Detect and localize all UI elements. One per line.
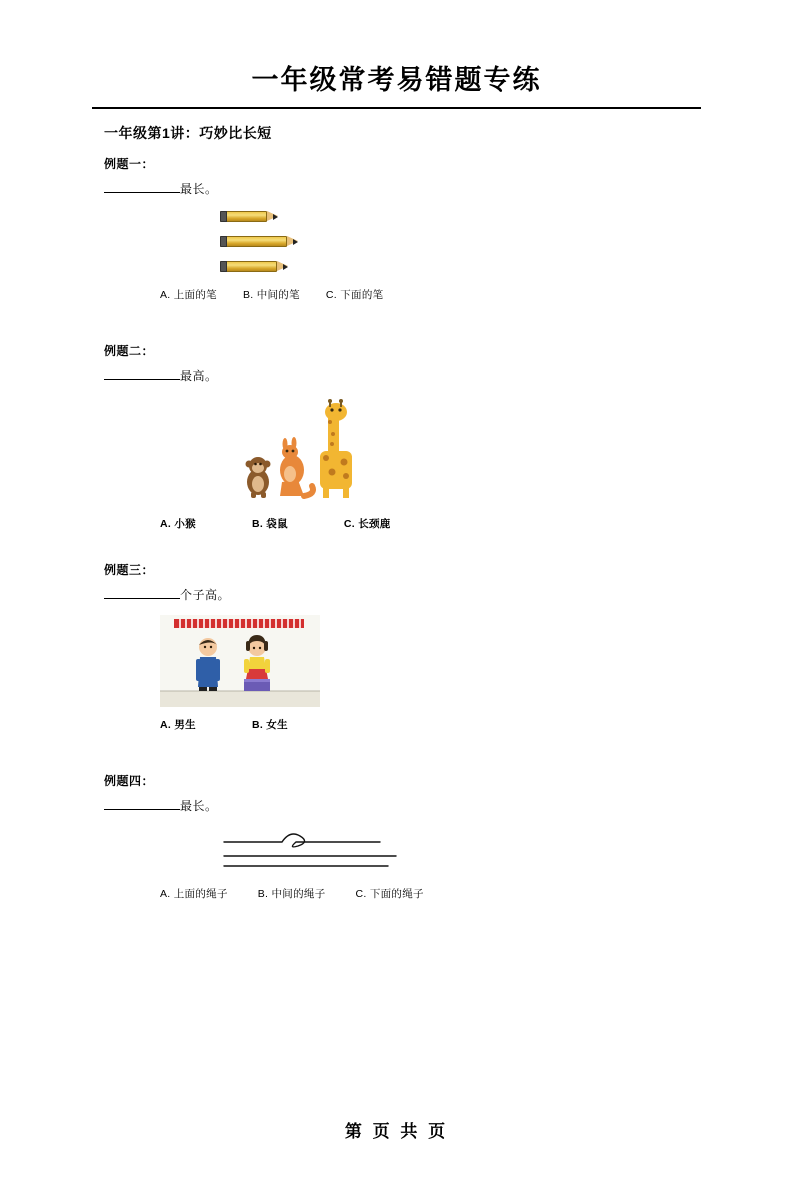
spacer-3 (100, 738, 693, 772)
option-3-a[interactable]: A. 男生 (160, 719, 196, 731)
option-2-b[interactable]: B. 袋鼠 (251, 518, 288, 530)
page-footer: 第 页 共 页 (344, 1122, 449, 1141)
example-label-2: 例题二： (104, 344, 155, 358)
option-1-b[interactable]: B. 中间的笔 (242, 289, 300, 301)
ropes-illustration (220, 826, 400, 876)
kangaroo-icon (280, 437, 313, 496)
title-divider (92, 107, 701, 109)
options-1 (160, 287, 693, 302)
example-block-2 (100, 342, 693, 531)
option-1-c[interactable]: C. 下面的笔 (325, 289, 384, 301)
pencil-bottom (220, 259, 693, 277)
giraffe-icon (320, 399, 352, 498)
figure-three-pencils (100, 209, 693, 277)
boy-icon (196, 638, 220, 691)
option-1-a[interactable]: A. 上面的笔 (160, 289, 217, 301)
question-suffix-2: 最高。 (180, 369, 218, 383)
option-4-a[interactable]: A. 上面的绳子 (160, 888, 228, 900)
example-label-3: 例题三： (104, 563, 155, 577)
figure-three-animals (220, 396, 420, 506)
example-block-1 (100, 155, 693, 302)
option-2-c[interactable]: C. 长颈鹿 (343, 518, 391, 530)
pencil-top (220, 209, 693, 227)
question-line-3 (104, 586, 693, 603)
question-line-4 (104, 797, 693, 814)
example-block-4 (100, 772, 693, 901)
answer-blank-4[interactable] (104, 797, 180, 810)
question-suffix-3: 个子高。 (180, 588, 231, 602)
worksheet-page (0, 58, 793, 1180)
example-label-1: 例题一： (104, 157, 155, 171)
pencil-middle (220, 234, 693, 252)
question-suffix-1: 最长。 (180, 182, 218, 196)
option-4-c[interactable]: C. 下面的绳子 (355, 888, 424, 900)
figure-two-kids (160, 615, 360, 707)
answer-blank-1[interactable] (104, 180, 180, 193)
answer-blank-2[interactable] (104, 367, 180, 380)
answer-blank-3[interactable] (104, 586, 180, 599)
figure-three-ropes (220, 826, 440, 876)
page-title: 一年级常考易错题专练 (251, 65, 542, 95)
question-line-2 (104, 367, 693, 384)
question-suffix-4: 最长。 (180, 799, 218, 813)
spacer-2 (100, 537, 693, 561)
example-block-3 (100, 561, 693, 732)
lesson-heading: 一年级第1讲：巧妙比长短 (104, 125, 272, 141)
spacer-1 (100, 308, 693, 342)
question-line-1 (104, 180, 693, 197)
monkey-icon (246, 457, 271, 498)
option-2-a[interactable]: A. 小猴 (160, 518, 196, 530)
example-label-4: 例题四： (104, 774, 155, 788)
kids-illustration (160, 615, 320, 707)
options-2 (160, 516, 693, 531)
option-3-b[interactable]: B. 女生 (251, 719, 288, 731)
animals-illustration (220, 396, 420, 501)
options-4 (160, 886, 693, 901)
option-4-b[interactable]: B. 中间的绳子 (257, 888, 326, 900)
options-3 (160, 717, 693, 732)
